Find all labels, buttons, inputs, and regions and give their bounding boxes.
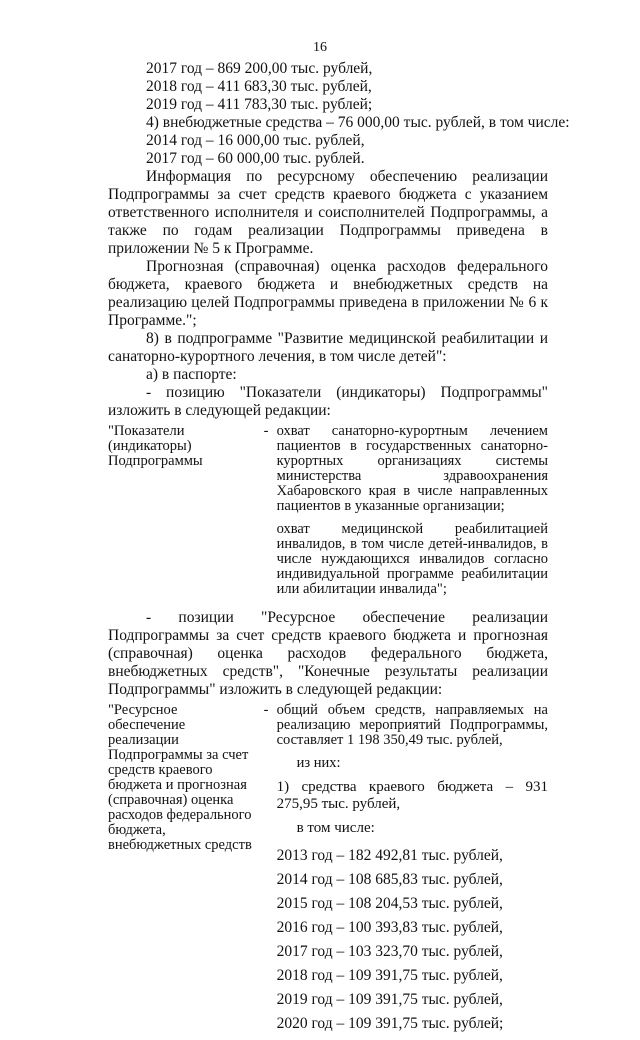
intro-line: 4) внебюджетные средства – 76 000,00 тыс. рублей, в том числе: <box>146 114 570 131</box>
resource-label: "Ресурсное обеспечение реализации Подпрограммы за счет средств краевого бюджета и прогнозная (справочная) оценка расходов федерального бюджета, внебюджетных средств <box>108 702 252 853</box>
year-row: 2015 год – 108 204,53 тыс. рублей, <box>276 895 503 912</box>
page-number: 16 <box>313 40 327 55</box>
intro-line: 2014 год – 16 000,00 тыс. рублей, <box>146 132 365 149</box>
including-label: в том числе: <box>296 820 375 836</box>
year-row: 2013 год – 182 492,81 тыс. рублей, <box>276 847 503 864</box>
paragraph-resource-positions: - позиции "Ресурсное обеспечение реализации Подпрограммы за счет средств краевого бюджета и прогнозная (справочная) оценка расходов федерального бюджета, внебюджетных средств", "Конечные результаты реализации Подпрограммы" изложить в следующей редакции: <box>108 609 548 698</box>
regional-budget-item: 1) средства краевого бюджета – 931 275,95 тыс. рублей, <box>276 779 548 812</box>
indicators-label: "Показатели (индикаторы) Подпрограммы <box>108 423 203 469</box>
dash: - <box>263 423 269 439</box>
intro-line: 2017 год – 869 200,00 тыс. рублей, <box>146 60 373 77</box>
paragraph-resource-info: Информация по ресурсному обеспечению реализации Подпрограммы за счет средств краевого бюджета с указанием ответственного исполнителя и соисполнителей Подпрограммы, а также по годам реализации Подпрограммы приведена в приложении № 5 к Программе. <box>108 168 548 257</box>
paragraph-indicators-position: - позицию "Показатели (индикаторы) Подпрограммы" изложить в следующей редакции: <box>108 384 548 419</box>
resource-values <box>277 703 548 1036</box>
year-row: 2019 год – 109 391,75 тыс. рублей, <box>276 991 503 1008</box>
indicators-table <box>108 424 548 605</box>
document-body <box>108 60 570 1040</box>
year-row: 2020 год – 109 391,75 тыс. рублей; <box>276 1015 504 1032</box>
year-row: 2017 год – 103 323,70 тыс. рублей, <box>276 943 503 960</box>
intro-line: 2017 год – 60 000,00 тыс. рублей. <box>146 150 365 167</box>
paragraph-forecast: Прогнозная (справочная) оценка расходов федерального бюджета, краевого бюджета и внебюджетных средств на реализацию целей Подпрограммы приведена в приложении № 6 к Программе."; <box>108 258 548 329</box>
year-row: 2014 год – 108 685,83 тыс. рублей, <box>276 871 503 888</box>
year-row: 2018 год – 109 391,75 тыс. рублей, <box>276 967 503 984</box>
resource-table <box>108 703 548 1036</box>
year-list <box>277 844 548 1036</box>
intro-line: 2019 год – 411 783,30 тыс. рублей; <box>146 96 373 113</box>
paragraph-passport: а) в паспорте: <box>146 366 237 383</box>
dash: - <box>263 702 269 718</box>
indicators-values <box>277 424 548 605</box>
indicator-item: охват санаторно-курортным лечением пациентов в государственных санаторно-курортных организациях системы министерства здравоохранения Хабаровского края в числе направленных пациентов в указанные организации; <box>276 423 548 514</box>
year-row: 2016 год – 100 393,83 тыс. рублей, <box>276 919 503 936</box>
of-them-label: из них: <box>296 755 341 771</box>
indicator-item: охват медицинской реабилитацией инвалидов, в том числе детей-инвалидов, в числе нуждающихся инвалидов согласно индивидуальной программе реабилитации или абилитации инвалида"; <box>276 521 548 597</box>
resource-total: общий объем средств, направляемых на реализацию мероприятий Подпрограммы, составляет 1 198 350,49 тыс. рублей, <box>276 702 548 748</box>
paragraph-subprogram-8: 8) в подпрограмме "Развитие медицинской реабилитации и санаторно-курортного лечения, в том числе детей": <box>108 330 548 365</box>
intro-line: 2018 год – 411 683,30 тыс. рублей, <box>146 78 372 95</box>
